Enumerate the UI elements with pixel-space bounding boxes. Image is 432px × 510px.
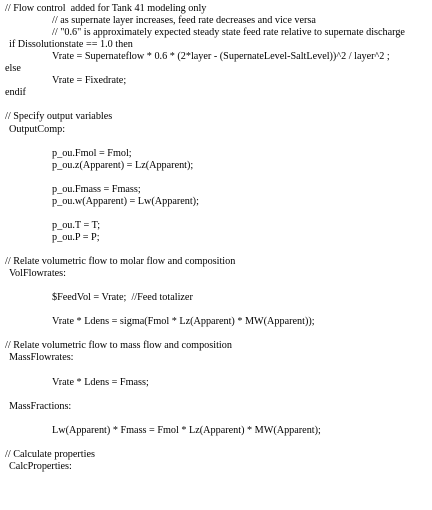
code-line: Vrate * Ldens = sigma(Fmol * Lz(Apparent) * MW(Apparent)); bbox=[52, 316, 315, 328]
code-comment-line: // Specify output variables bbox=[5, 111, 113, 123]
code-comment-line: // Calculate properties bbox=[5, 448, 95, 460]
code-line: Vrate = Supernateflow * 0.6 * (2*layer - (SupernateLevel-SaltLevel))^2 / layer^2 ; bbox=[52, 51, 390, 63]
code-line: VolFlowrates: bbox=[9, 268, 66, 280]
code-line: Vrate * Ldens = Fmass; bbox=[52, 376, 149, 388]
code-line: MassFractions: bbox=[9, 400, 72, 412]
code-line: CalcProperties: bbox=[9, 460, 72, 472]
code-line: p_ou.Fmol = Fmol; bbox=[52, 147, 132, 159]
code-line: $FeedVol = Vrate; //Feed totalizer bbox=[52, 292, 193, 304]
code-comment-line: // Relate volumetric flow to molar flow and composition bbox=[5, 256, 236, 268]
code-line: p_ou.Fmass = Fmass; bbox=[52, 183, 141, 195]
code-comment-line: // "0.6" is approximately expected steady state feed rate relative to supernate discharge bbox=[52, 27, 405, 39]
code-comment-line: // as supernate layer increases, feed rate decreases and vice versa bbox=[52, 15, 316, 27]
code-line: p_ou.z(Apparent) = Lz(Apparent); bbox=[52, 159, 194, 171]
code-line: p_ou.P = P; bbox=[52, 231, 100, 243]
code-line: Vrate = Fixedrate; bbox=[52, 75, 127, 87]
code-line: OutputComp: bbox=[9, 123, 66, 135]
code-line: endif bbox=[5, 87, 26, 99]
code-line: p_ou.T = T; bbox=[52, 219, 101, 231]
code-line: if Dissolutionstate == 1.0 then bbox=[9, 39, 133, 51]
code-line: p_ou.w(Apparent) = Lw(Apparent); bbox=[52, 195, 199, 207]
code-comment-line: // Relate volumetric flow to mass flow and composition bbox=[5, 340, 232, 352]
code-line: Lw(Apparent) * Fmass = Fmol * Lz(Apparent) * MW(Apparent); bbox=[52, 424, 321, 436]
code-line: MassFlowrates: bbox=[9, 352, 74, 364]
code-line: else bbox=[5, 63, 21, 75]
code-comment-line: // Flow control added for Tank 41 modeling only bbox=[5, 3, 207, 14]
